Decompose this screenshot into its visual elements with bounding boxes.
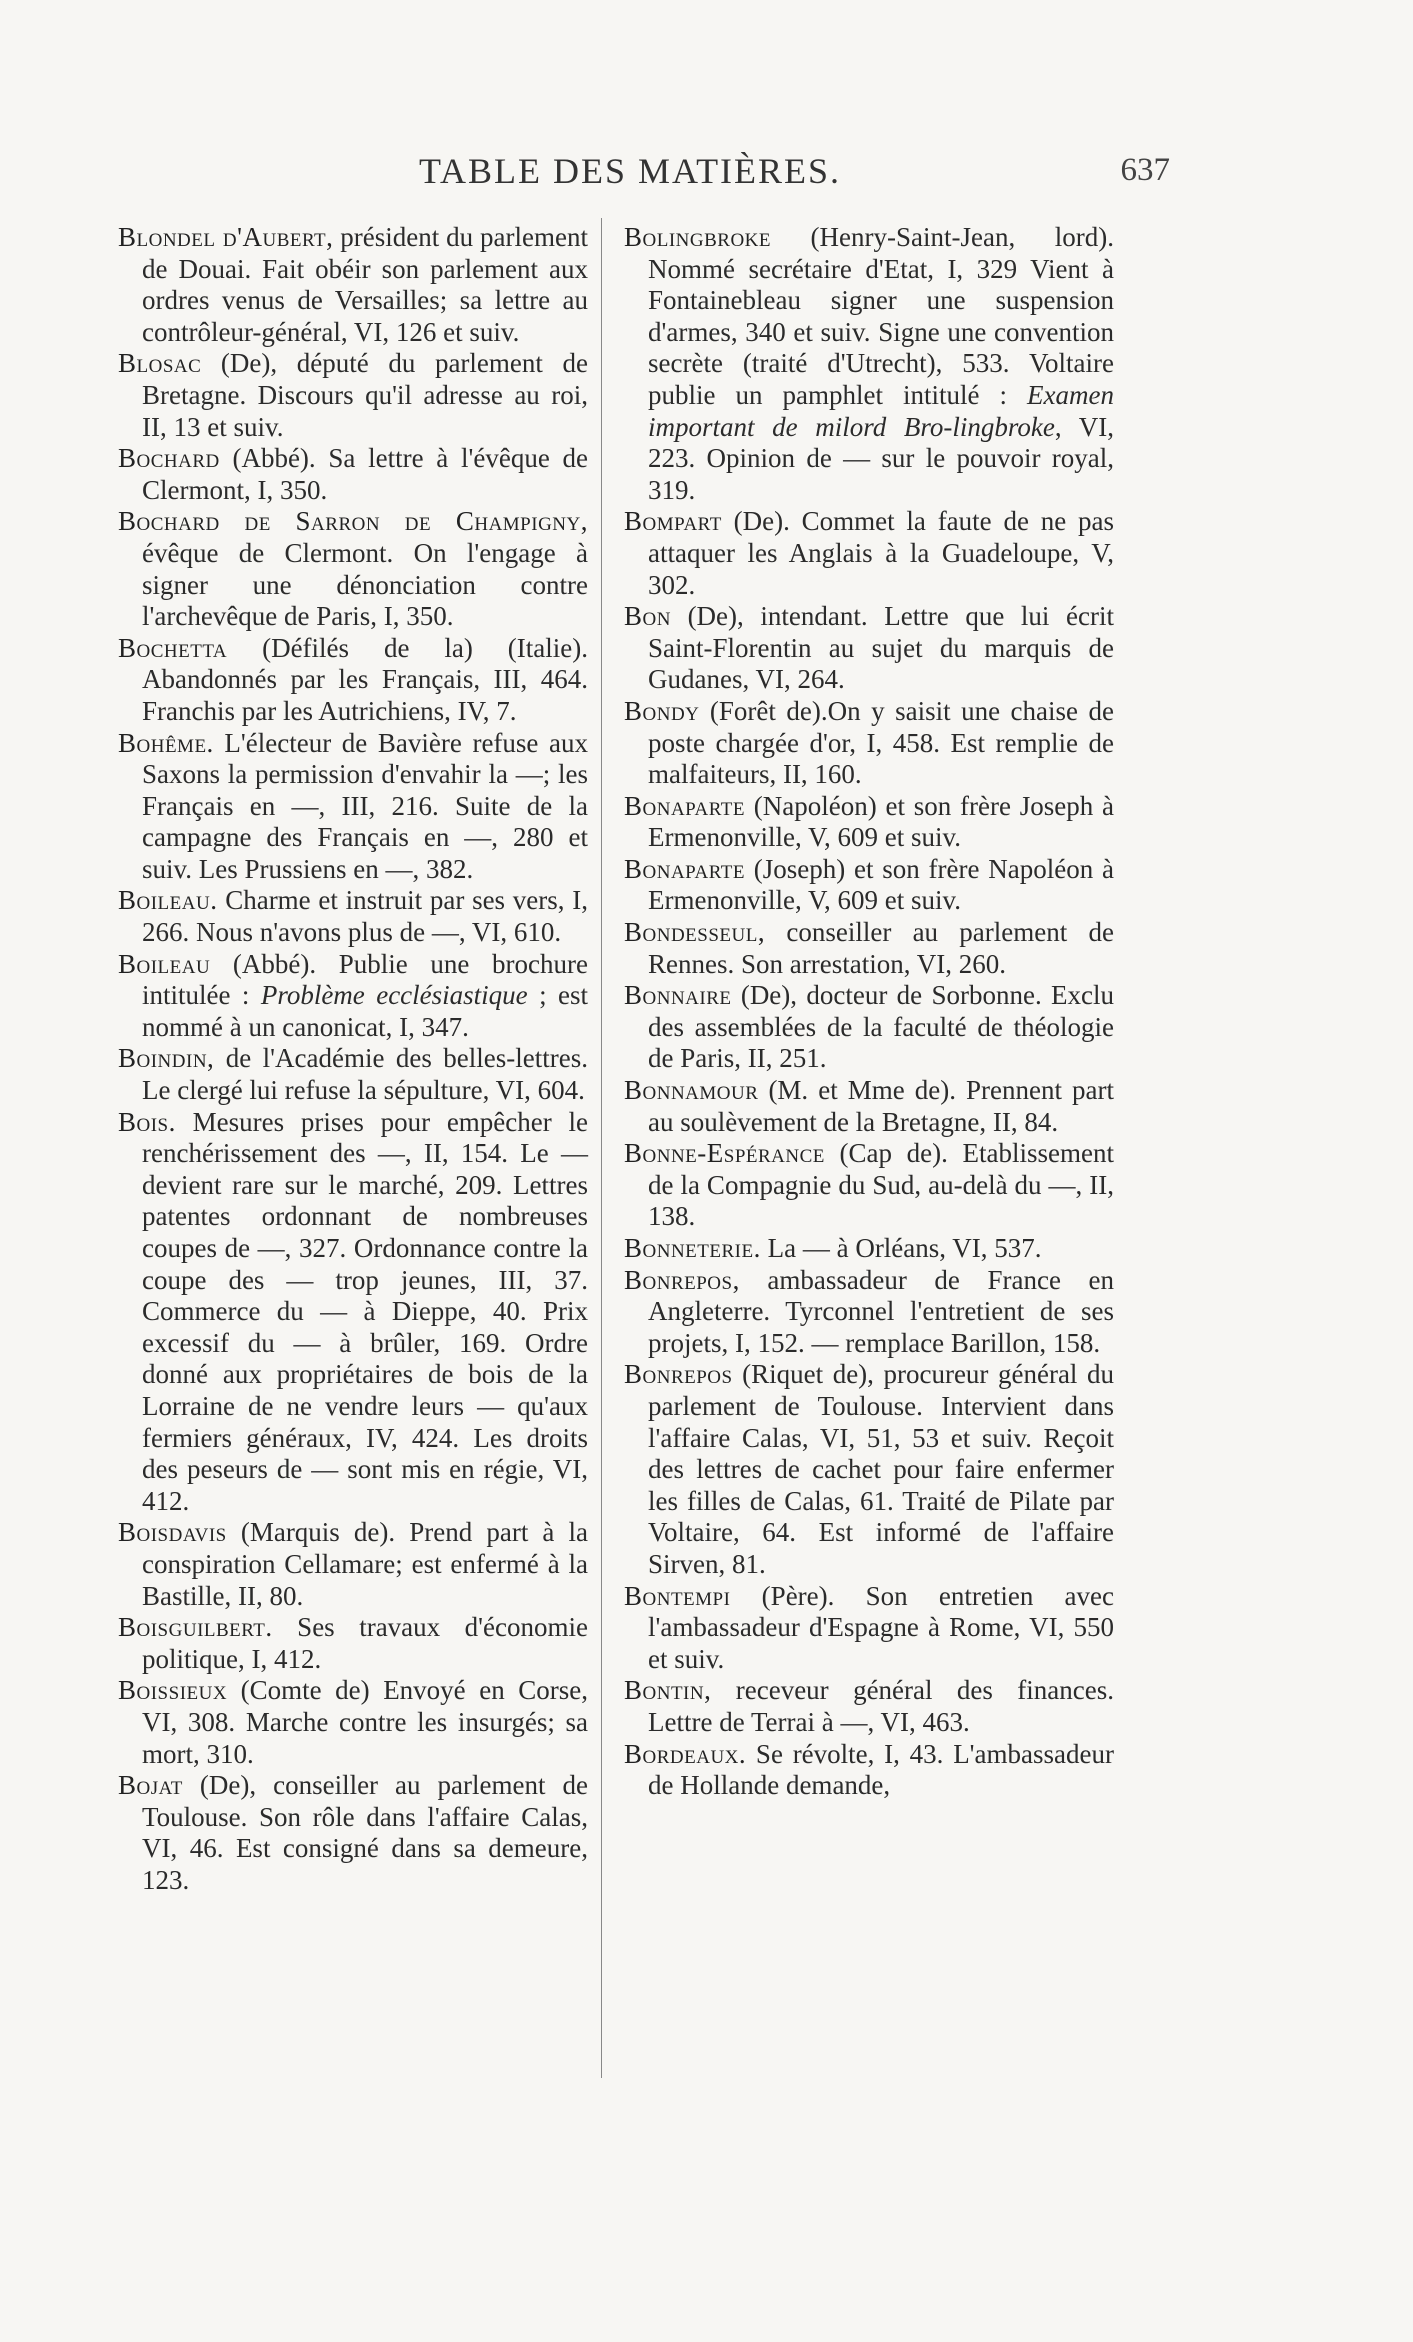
page-number: 637	[1120, 152, 1170, 188]
entry-text: (Joseph) et son frère Napoléon à Ermenonville, V, 609 et suiv.	[648, 853, 1114, 916]
entry-text: (Cap de). Etablissement de la Compagnie du Sud, au-delà du —, II, 138.	[648, 1138, 1114, 1232]
entry-headword: Bochard de Sarron de Champigny,	[118, 506, 588, 537]
entry-headword: Bois.	[118, 1106, 176, 1137]
entry-headword: Boisguilbert.	[118, 1612, 273, 1643]
entry-text: de l'Académie des belles-lettres. Le clergé lui refuse la sépulture, VI, 604.	[142, 1043, 588, 1106]
entry-text: conseiller au parlement de Rennes. Son arrestation, VI, 260.	[648, 917, 1114, 979]
index-entry	[624, 917, 1114, 980]
entry-headword: Boileau	[118, 948, 211, 979]
index-entry	[118, 1107, 588, 1518]
entry-headword: Bohême.	[118, 727, 214, 758]
entry-headword: Bontempi	[624, 1580, 731, 1611]
index-entry	[118, 949, 588, 1044]
entry-text: (De), intendant. Lettre que lui écrit Saint-Florentin au sujet du marquis de Gudanes, VI, 264.	[648, 601, 1114, 695]
entry-text: (Napoléon) et son frère Joseph à Ermenonville, V, 609 et suiv.	[648, 790, 1114, 853]
index-entry	[118, 633, 588, 728]
entry-text: (Riquet de), procureur général du parlement de Toulouse. Intervient dans l'affaire Calas, VI, 51, 53 et suiv. Reçoit des lettres de cachet pour faire enfermer les filles de Calas, 61. Traité de Pilate par Voltaire, 64. Est informé de l'affaire Sirven, 81.	[648, 1359, 1114, 1579]
entry-text: receveur général des finances. Lettre de Terrai à —, VI, 463.	[648, 1675, 1114, 1737]
index-entry	[624, 1233, 1114, 1265]
entry-headword: Blosac	[118, 348, 202, 379]
entry-text: Se révolte, I, 43. L'ambassadeur de Hollande demande,	[648, 1738, 1114, 1801]
entry-text: Mesures prises pour empêcher le renchérissement des —, II, 154. Le — devient rare sur le marché, 209. Lettres patentes ordonnant de nombreuses coupes de —, 327. Ordonnance contre la coupe des — trop jeunes, III, 37. Commerce du — à Dieppe, 40. Prix excessif du — à brûler, 169. Ordre donné aux propriétaires de bois de la Lorraine de ne vendre leurs — qu'aux fermiers généraux, IV, 424. Les droits des peseurs de — sont mis en régie, VI, 412.	[142, 1106, 588, 1516]
index-entry	[118, 728, 588, 886]
entry-text: (Père). Son entretien avec l'ambassadeur d'Espagne à Rome, VI, 550 et suiv.	[648, 1580, 1114, 1674]
index-entry	[624, 791, 1114, 854]
index-entry	[118, 222, 588, 348]
entry-headword: Bonrepos	[624, 1359, 733, 1390]
entry-text: (Marquis de). Prend part à la conspiration Cellamare; est enfermé à la Bastille, II, 80.	[142, 1517, 588, 1611]
running-title: TABLE DES MATIÈRES.	[418, 151, 842, 191]
entry-text: (Comte de) Envoyé en Corse, VI, 308. Marche contre les insurgés; sa mort, 310.	[142, 1675, 588, 1769]
index-entry	[118, 348, 588, 443]
left-column	[118, 222, 588, 1896]
entry-text: (Forêt de).On y saisit une chaise de poste chargée d'or, I, 458. Est remplie de malfaiteurs, II, 160.	[648, 695, 1114, 790]
index-entry	[624, 1075, 1114, 1138]
entry-headword: Bontin,	[624, 1675, 712, 1706]
index-entry	[624, 601, 1114, 696]
entry-headword: Bojat	[118, 1770, 183, 1801]
entry-headword: Bompart	[624, 506, 722, 537]
index-entry	[118, 1675, 588, 1770]
entry-text: (Abbé). Publie une brochure intitulée :	[142, 948, 588, 1011]
index-entry	[118, 506, 588, 632]
entry-title-italic: Examen important de milord Bro-lingbroke	[648, 379, 1114, 442]
index-entry	[624, 854, 1114, 917]
entry-headword: Bolingbroke	[624, 222, 771, 252]
entry-text: L'électeur de Bavière refuse aux Saxons la permission d'envahir la —; les Français en —, III, 216. Suite de la campagne des Français en —, 280 et suiv. Les Prussiens en —, 382.	[142, 727, 588, 884]
index-entry	[624, 506, 1114, 601]
entry-text: (De), député du parlement de Bretagne. Discours qu'il adresse au roi, II, 13 et suiv.	[142, 348, 588, 442]
entry-title-italic: Problème ecclésiastique	[260, 980, 528, 1011]
entry-headword: Boisdavis	[118, 1517, 227, 1548]
index-entry	[624, 1581, 1114, 1676]
entry-headword: Bonaparte	[624, 853, 745, 884]
entry-text-continued: , VI, 223. Opinion de — sur le pouvoir royal, 319.	[648, 411, 1114, 505]
entry-text: (Défilés de la) (Italie). Abandonnés par les Français, III, 464. Franchis par les Autrichiens, IV, 7.	[142, 632, 588, 726]
entry-headword: Boissieux	[118, 1675, 228, 1706]
index-entry	[624, 1739, 1114, 1802]
entry-headword: Bonne-Espérance	[624, 1138, 825, 1169]
page-header	[100, 150, 1170, 200]
entry-text: Charme et instruit par ses vers, I, 266. Nous n'avons plus de —, VI, 610.	[142, 885, 588, 948]
entry-text: La — à Orléans, VI, 537.	[760, 1233, 1042, 1263]
index-entry	[624, 1138, 1114, 1233]
entry-text: (De), docteur de Sorbonne. Exclu des assemblées de la faculté de théologie de Paris, II, 251.	[648, 980, 1114, 1074]
index-entry	[624, 1265, 1114, 1360]
entry-text: ambassadeur de France en Angleterre. Tyrconnel l'entretient de ses projets, I, 152. — remplace Barillon, 158.	[648, 1264, 1114, 1358]
index-entry	[118, 443, 588, 506]
entry-text: évêque de Clermont. On l'engage à signer une dénonciation contre l'archevêque de Paris, I, 350.	[142, 537, 588, 632]
entry-text: président du parlement de Douai. Fait obéir son parlement aux ordres venus de Versailles; sa lettre au contrôleur-général, VI, 126 et suiv.	[142, 222, 588, 347]
index-entry	[624, 980, 1114, 1075]
entry-headword: Bochard	[118, 443, 220, 474]
index-entry	[624, 1675, 1114, 1738]
entry-headword: Blondel d'Aubert,	[118, 222, 334, 252]
entry-headword: Bonneterie.	[624, 1233, 761, 1263]
entry-text: (M. et Mme de). Prennent part au soulèvement de la Bretagne, II, 84.	[648, 1075, 1114, 1137]
index-entry	[624, 1359, 1114, 1580]
index-entry	[118, 1770, 588, 1896]
index-entry	[624, 696, 1114, 791]
entry-headword: Boindin,	[118, 1043, 215, 1074]
entry-headword: Boileau.	[118, 885, 218, 916]
entry-text: (De), conseiller au parlement de Toulouse. Son rôle dans l'affaire Calas, VI, 46. Est consigné dans sa demeure, 123.	[142, 1770, 588, 1895]
entry-headword: Bonnaire	[624, 980, 732, 1011]
index-entry	[118, 1517, 588, 1612]
index-entry	[118, 1043, 588, 1106]
entry-text: (Abbé). Sa lettre à l'évêque de Clermont, I, 350.	[142, 443, 588, 505]
entry-text: Ses travaux d'économie politique, I, 412.	[142, 1612, 588, 1674]
entry-text-continued: ; est nommé à un canonicat, I, 347.	[142, 980, 588, 1042]
entry-headword: Bonaparte	[624, 790, 745, 821]
entry-text: (Henry-Saint-Jean, lord). Nommé secrétaire d'Etat, I, 329 Vient à Fontainebleau signer une suspension d'armes, 340 et suiv. Signe une convention secrète (traité d'Utrecht), 533. Voltaire publie un pamphlet intitulé :	[648, 222, 1114, 410]
entry-text: (De). Commet la faute de ne pas attaquer les Anglais à la Guadeloupe, V, 302.	[648, 506, 1114, 600]
index-entry	[118, 885, 588, 948]
entry-headword: Bonnamour	[624, 1075, 759, 1106]
entry-headword: Bondesseul,	[624, 917, 766, 948]
entry-headword: Bondy	[624, 695, 700, 726]
entry-headword: Bordeaux.	[624, 1738, 747, 1769]
entry-headword: Bochetta	[118, 632, 228, 663]
entry-headword: Bon	[624, 601, 671, 632]
index-entry	[624, 222, 1114, 506]
index-entry	[118, 1612, 588, 1675]
column-divider	[601, 218, 602, 2078]
right-column	[624, 222, 1114, 1802]
entry-headword: Bonrepos,	[624, 1264, 740, 1295]
